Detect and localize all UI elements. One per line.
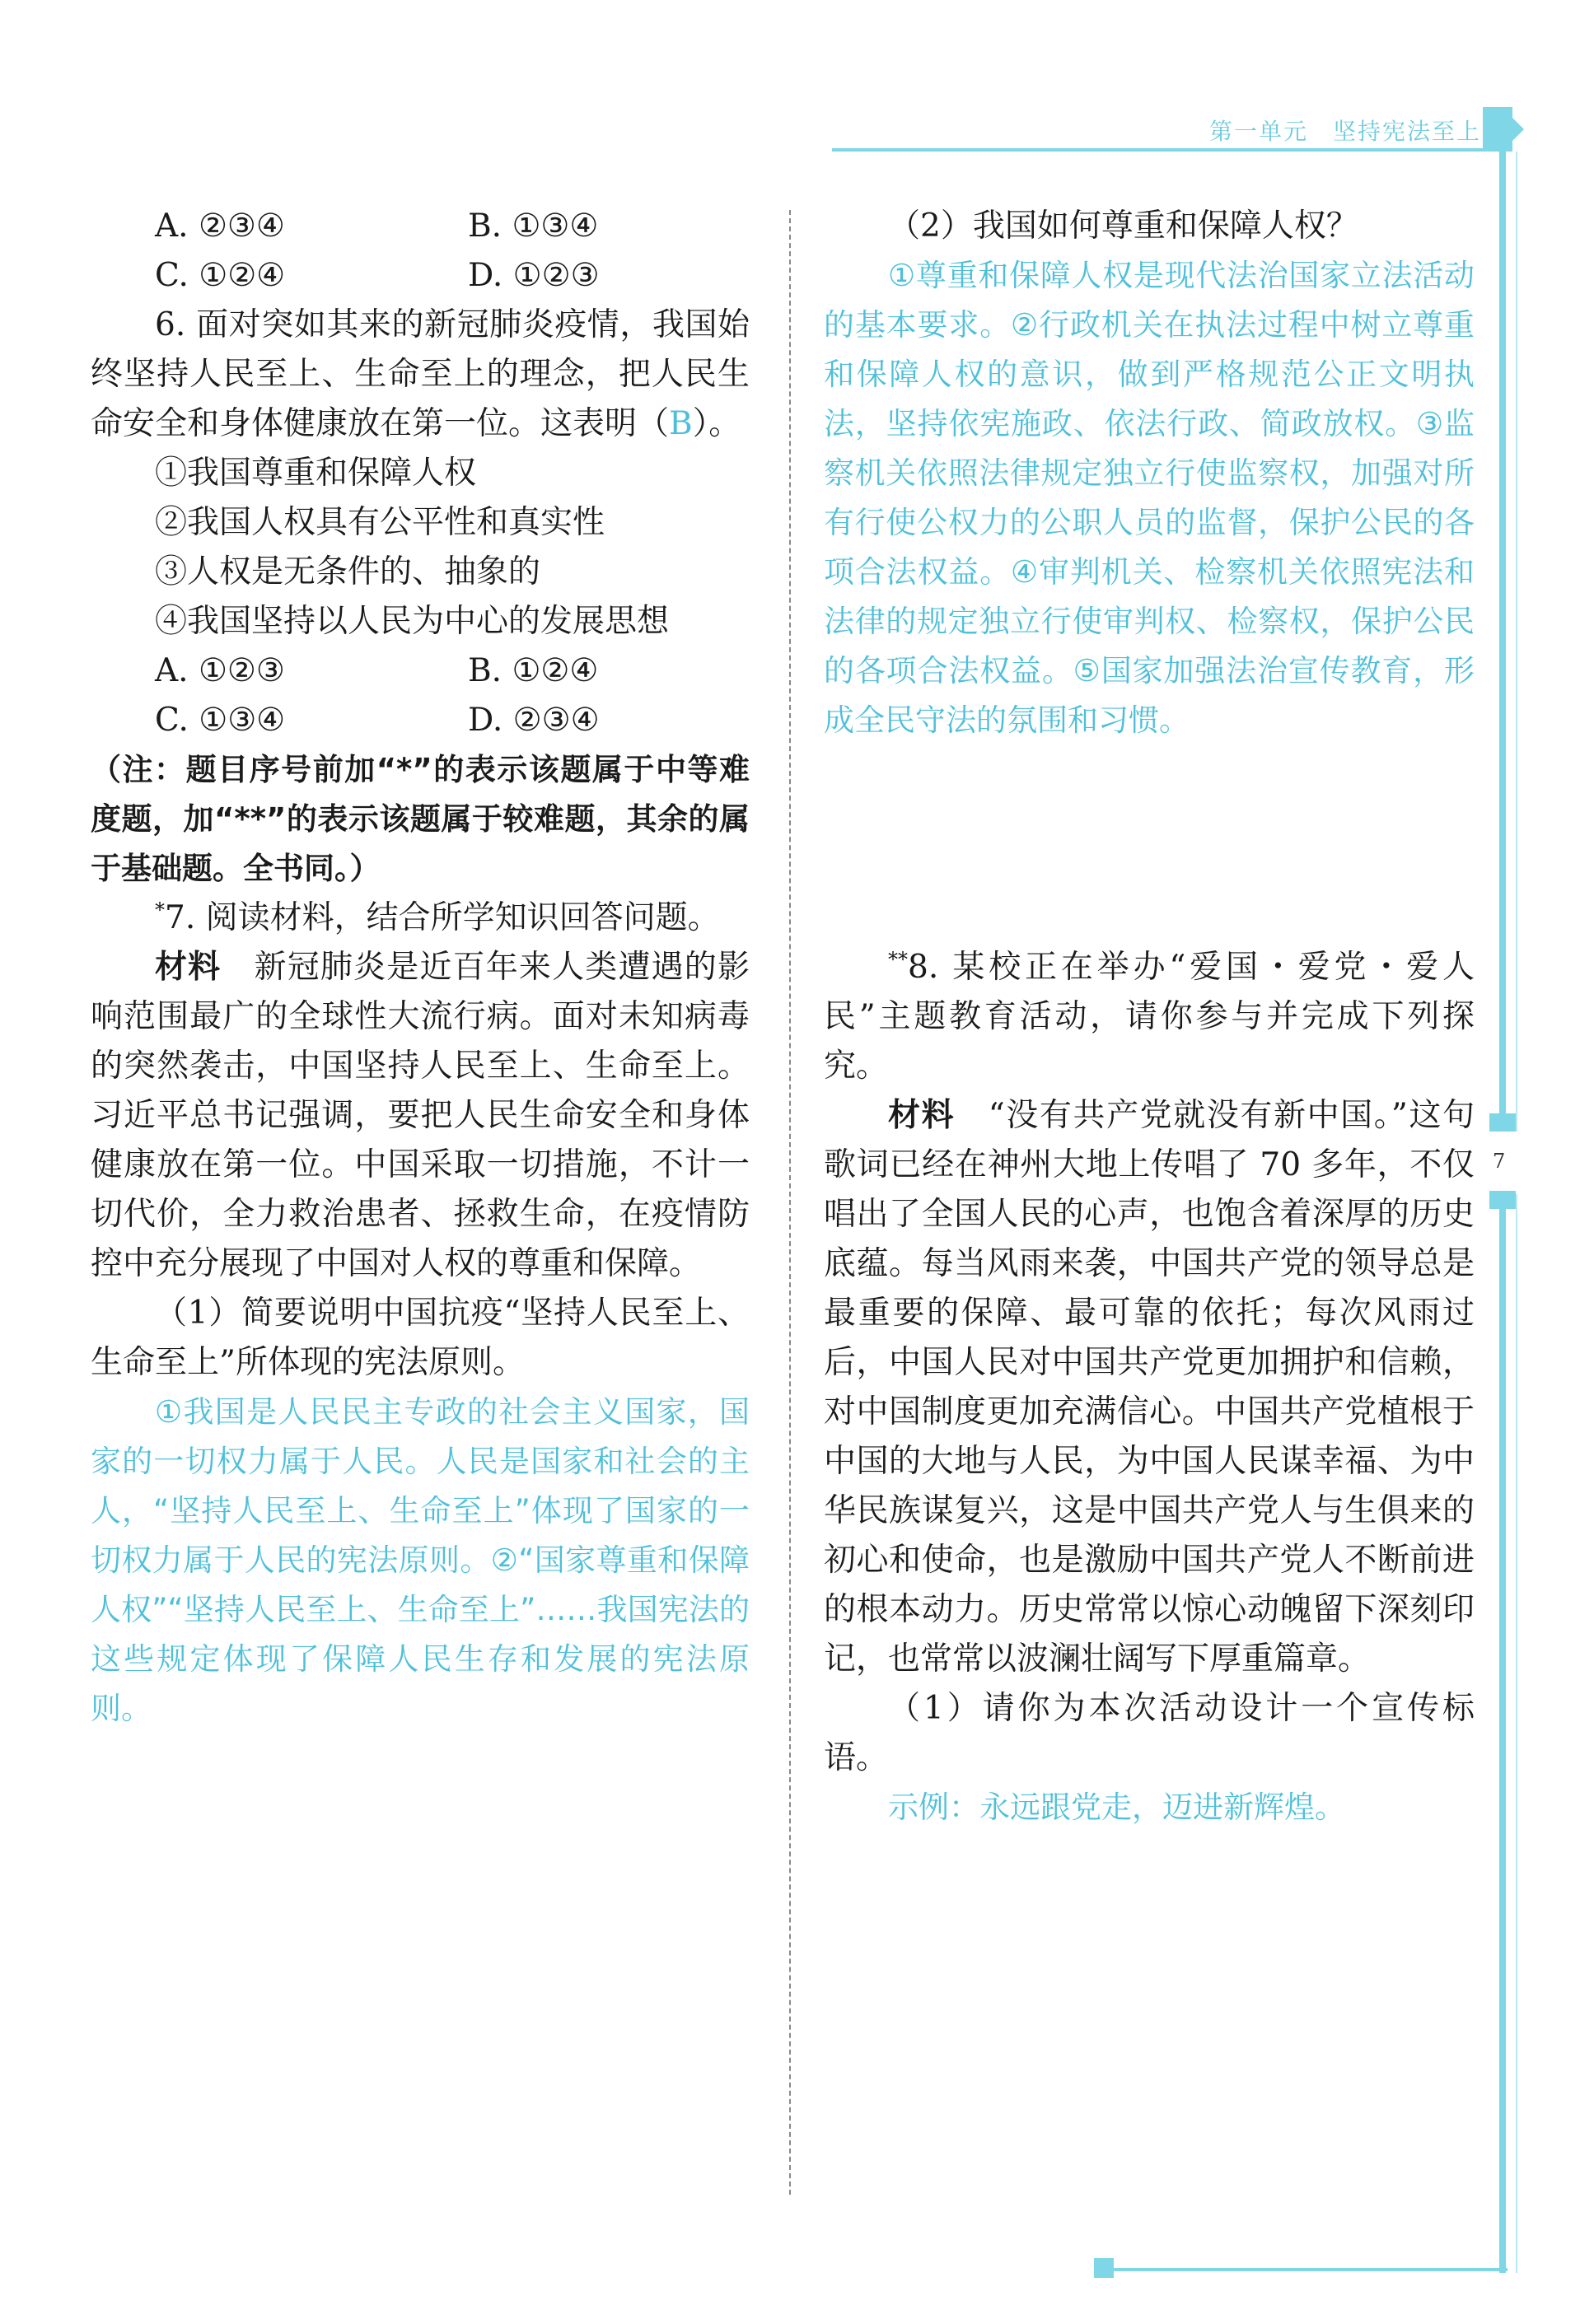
q7-material-label: 材料	[155, 949, 222, 986]
q8-answer-1: 示例：永远跟党走，迈进新辉煌。	[888, 1790, 1345, 1825]
q7-sub-question-1: （1）简要说明中国抗疫“坚持人民至上、生命至上”所体现的宪法原则。	[91, 1295, 750, 1381]
q8-difficulty-mark: **	[888, 948, 908, 971]
q6-option-a: A. ①②③	[155, 652, 285, 689]
side-rail-notch-upper	[1489, 1113, 1516, 1132]
q6-answer: B	[669, 405, 693, 442]
q6-stem-end: ）。	[692, 405, 741, 442]
q8-stem	[824, 943, 1475, 1091]
q7-sub-question-2: （2）我国如何尊重和保障人权？	[888, 208, 1358, 245]
q5-options-row-2	[91, 251, 750, 301]
q7-stem-text: 7. 阅读材料，结合所学知识回答问题。	[165, 899, 720, 936]
footer-square-marker	[1094, 2258, 1114, 2278]
q7-stem	[91, 894, 750, 943]
q6-stem-text: 6. 面对突如其来的新冠肺炎疫情，我国始终坚持人民至上、生命至上的理念，把人民生命安全和身体健康放在第一位。这表明（	[91, 306, 750, 442]
q6-item-3: ③人权是无条件的、抽象的	[155, 553, 541, 590]
q8-stem-text: 8. 某校正在举办“爱国・爱党・爱人民”主题教育活动，请你参与并完成下列探究。	[824, 949, 1475, 1085]
blank-space	[824, 745, 1475, 943]
q8-material-text: “没有共产党就没有新中国。”这句歌词已经在神州大地上传唱了 70 多年，不仅唱出了全国人民的心声，也饱含着深厚的历史底蕴。每当风雨来袭，中国共产党的领导总是最重要的保障、最可靠的依托；每次风雨过后，中国人民对中国共产党更加拥护和信赖，对中国制度更加充满信心。中国共产党植根于中国的大地与人民，为中国人民谋幸福、为中华民族谋复兴，这是中国共产党人与生俱来的初心和使命，也是激励中国共产党人不断前进的根本动力。历史常常以惊心动魄留下深刻印记，也常常以波澜壮阔写下厚重篇章。	[824, 1097, 1475, 1678]
q8-material-label: 材料	[888, 1097, 956, 1134]
q6-item-4: ④我国坚持以人民为中心的发展思想	[155, 603, 670, 640]
q6-options-row-1	[91, 646, 750, 696]
column-divider	[789, 210, 791, 2195]
q7-answer-2: ①尊重和保障人权是现代法治国家立法活动的基本要求。②行政机关在执法过程中树立尊重和保障人权的意识，做到严格规范公正文明执法，坚持依宪施政、依法行政、简政放权。③监察机关依照法律规定独立行使监察权，加强对所有行使公权力的公职人员的监督，保护公民的各项合法权益。④审判机关、检察机关依照宪法和法律的规定独立行使审判权、检察权，保护公民的各项合法权益。⑤国家加强法治宣传教育，形成全民守法的氛围和习惯。	[824, 258, 1475, 738]
side-rail-bottom-thin	[1516, 1194, 1517, 2273]
q8-sub-question-1: （1）请你为本次活动设计一个宣传标语。	[824, 1690, 1475, 1776]
q6-stem	[91, 301, 750, 449]
q5-option-d: D. ①②③	[468, 257, 600, 294]
q5-option-a: A. ②③④	[155, 208, 285, 245]
unit-title: 第一单元 坚持宪法至上	[1208, 118, 1481, 145]
q6-options-row-2	[91, 696, 750, 745]
q7-difficulty-mark: *	[155, 898, 165, 922]
side-rail-top	[1499, 152, 1506, 1132]
q7-material-text: 新冠肺炎是近百年来人类遭遇的影响范围最广的全球性大流行病。面对未知病毒的突然袭击，中国坚持人民至上、生命至上。习近平总书记强调，要把人民生命安全和身体健康放在第一位。中国采取一切措施，不计一切代价，全力救治患者、拯救生命，在疫情防控中充分展现了中国对人权的尊重和保障。	[91, 949, 750, 1282]
q6-option-c: C. ①③④	[155, 702, 286, 739]
header-rule	[832, 148, 1491, 152]
left-column	[91, 202, 750, 1734]
q8-material	[824, 1091, 1475, 1684]
q7-answer-1: ①我国是人民民主专政的社会主义国家，国家的一切权力属于人民。人民是国家和社会的主人，“坚持人民至上、生命至上”体现了国家的一切权力属于人民的宪法原则。②“国家尊重和保障人权”“坚持人民至上、生命至上”……我国宪法的这些规定体现了保障人民生存和发展的宪法原则。	[91, 1394, 750, 1726]
q6-option-b: B. ①②④	[468, 652, 599, 689]
q7-material	[91, 943, 750, 1289]
q6-item-2: ②我国人权具有公平性和真实性	[155, 504, 605, 541]
q5-option-c: C. ①②④	[155, 257, 286, 294]
q6-item-1: ①我国尊重和保障人权	[155, 455, 477, 492]
q6-option-d: D. ②③④	[468, 702, 600, 739]
difficulty-note: （注：题目序号前加“*”的表示该题属于中等难度题，加“**”的表示该题属于较难题，其余的属于基础题。全书同。）	[91, 752, 750, 886]
header-tab-marker	[1483, 107, 1512, 152]
footer-rule	[1104, 2268, 1508, 2271]
page-number: 7	[1493, 1150, 1506, 1173]
side-rail-bottom	[1499, 1194, 1506, 2273]
q5-option-b: B. ①③④	[468, 208, 599, 245]
right-column	[824, 202, 1475, 1832]
side-rail-top-thin	[1516, 152, 1517, 1132]
q5-options-row-1	[91, 202, 750, 251]
